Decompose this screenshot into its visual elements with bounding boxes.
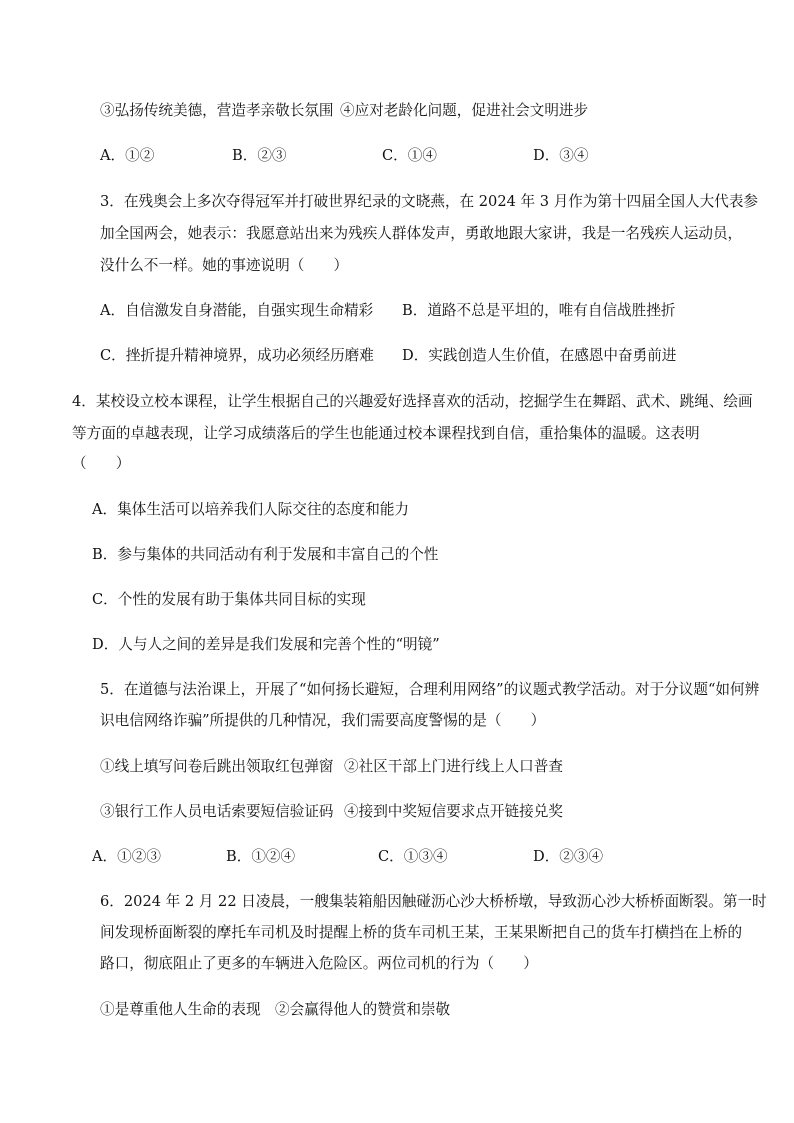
q6-line-1: 6．2024 年 2 月 22 日凌晨，一艘集装箱船因触碰沥心沙大桥桥墩，导致沥心沙大桥桥面断裂。第一时: [100, 893, 767, 910]
q3-option-b: B．道路不总是平坦的，唯有自信战胜挫折: [402, 302, 676, 319]
q5-item-2: ②社区干部上门进行线上人口普查: [344, 758, 563, 775]
q4-option-c: C．个性的发展有助于集体共同目标的实现: [92, 591, 366, 608]
q3-line-1: 3．在残奥会上多次夺得冠军并打破世界纪录的文晓燕，在 2024 年 3 月作为第十四届全国人大代表参: [100, 193, 759, 210]
q6-line-3: 路口，彻底阻止了更多的车辆进入危险区。两位司机的行为（ ）: [100, 955, 538, 972]
prev-item-4: ④应对老龄化问题，促进社会文明进步: [340, 102, 589, 119]
q5-option-c: C．①③④: [378, 848, 448, 865]
q6-item-2: ②会赢得他人的赞赏和崇敬: [275, 1001, 451, 1018]
q5-option-a: A．①②③: [92, 848, 161, 865]
prev-option-b: B．②③: [232, 147, 287, 164]
prev-option-c: C．①④: [382, 147, 437, 164]
prev-item-3: ③弘扬传统美德，营造孝亲敬长氛围: [100, 102, 334, 119]
q5-option-d: D．②③④: [533, 848, 604, 865]
q5-option-b: B．①②④: [226, 848, 296, 865]
q3-option-c: C．挫折提升精神境界，成功必须经历磨难: [100, 347, 374, 364]
q4-line-3: （ ）: [72, 455, 131, 472]
q3-line-3: 没什么不一样。她的事迹说明（ ）: [100, 257, 349, 274]
q5-item-1: ①线上填写问卷后跳出领取红包弹窗: [100, 758, 334, 775]
q5-item-3: ③银行工作人员电话索要短信验证码: [100, 803, 334, 820]
q5-line-2: 识电信网络诈骗”所提供的几种情况，我们需要高度警惕的是（ ）: [100, 712, 546, 729]
q3-option-d: D．实践创造人生价值，在感恩中奋勇前进: [402, 347, 677, 364]
prev-option-a: A．①②: [100, 147, 155, 164]
q4-line-2: 等方面的卓越表现，让学习成绩落后的学生也能通过校本课程找到自信，重拾集体的温暖。这表明: [72, 425, 700, 442]
q6-item-1: ①是尊重他人生命的表现: [100, 1001, 261, 1018]
q3-line-2: 加全国两会，她表示：我愿意站出来为残疾人群体发声，勇敢地跟大家讲，我是一名残疾人运动员，: [100, 225, 743, 242]
q6-line-2: 间发现桥面断裂的摩托车司机及时提醒上桥的货车司机王某，王某果断把自己的货车打横挡在上桥的: [100, 924, 743, 941]
q5-line-1: 5．在道德与法治课上，开展了“如何扬长避短，合理利用网络”的议题式教学活动。对于分议题“如何辨: [100, 681, 760, 698]
q4-option-b: B．参与集体的共同活动有利于发展和丰富自己的个性: [92, 546, 439, 563]
q5-item-4: ④接到中奖短信要求点开链接兑奖: [344, 803, 563, 820]
q3-option-a: A．自信激发自身潜能，自强实现生命精彩: [100, 302, 374, 319]
q4-line-1: 4．某校设立校本课程，让学生根据自己的兴趣爱好选择喜欢的活动，挖掘学生在舞蹈、武术、跳绳、绘画: [72, 393, 753, 410]
q4-option-a: A．集体生活可以培养我们人际交往的态度和能力: [92, 501, 410, 518]
prev-option-d: D．③④: [533, 147, 589, 164]
q4-option-d: D．人与人之间的差异是我们发展和完善个性的“明镜”: [92, 636, 440, 653]
